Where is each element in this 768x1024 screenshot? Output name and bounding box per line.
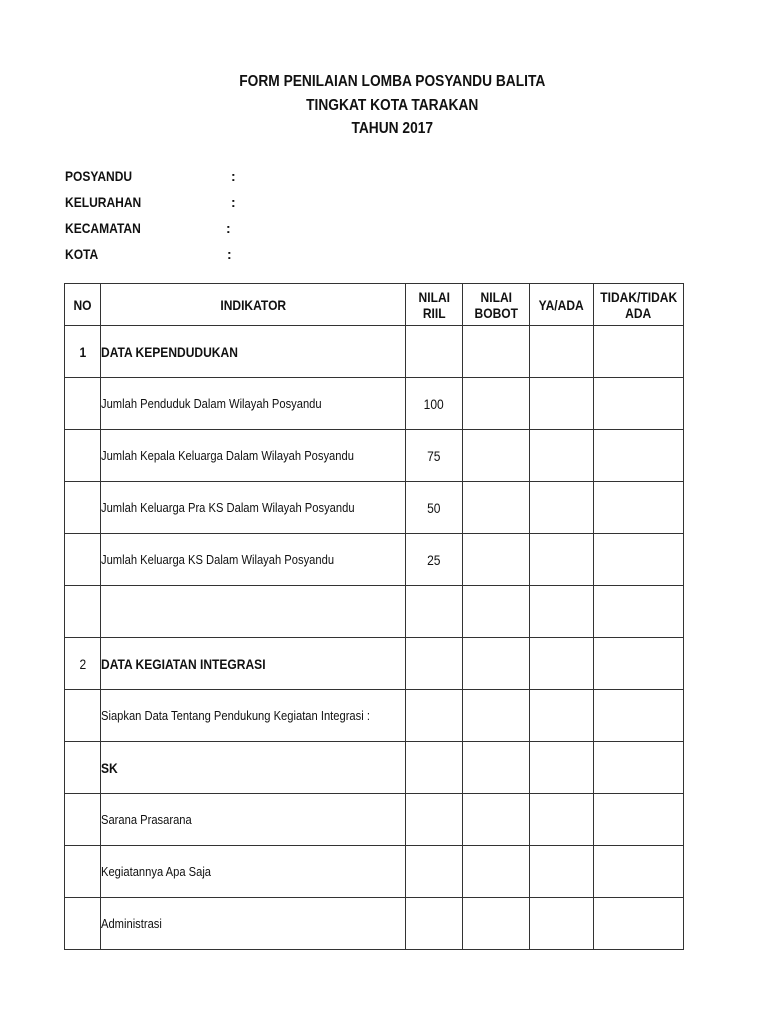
row-nilai-bobot xyxy=(463,742,530,794)
row-ya-ada xyxy=(530,378,594,430)
row-nilai-riil xyxy=(406,586,463,638)
row-indikator: SK xyxy=(101,742,406,794)
field-colon: : xyxy=(231,194,236,210)
row-tidak-ada xyxy=(594,326,684,378)
field-label-kota: KOTA xyxy=(65,246,99,262)
row-nilai-riil xyxy=(406,638,463,690)
row-tidak-ada xyxy=(594,638,684,690)
table-row xyxy=(65,326,684,378)
table-row xyxy=(65,690,684,742)
row-indikator: Siapkan Data Tentang Pendukung Kegiatan Integrasi : xyxy=(101,690,406,742)
table-row xyxy=(65,846,684,898)
table-row xyxy=(65,898,684,950)
row-no: 2 xyxy=(65,638,101,690)
row-nilai-bobot xyxy=(463,326,530,378)
row-nilai-bobot xyxy=(463,482,530,534)
header-nilai-riil: NILAI RIIL xyxy=(406,284,463,326)
row-tidak-ada xyxy=(594,846,684,898)
row-nilai-bobot xyxy=(463,586,530,638)
row-nilai-bobot xyxy=(463,898,530,950)
row-nilai-bobot xyxy=(463,430,530,482)
row-ya-ada xyxy=(530,742,594,794)
row-no xyxy=(65,898,101,950)
row-ya-ada xyxy=(530,534,594,586)
row-nilai-bobot xyxy=(463,378,530,430)
field-kecamatan xyxy=(65,218,231,244)
row-ya-ada xyxy=(530,898,594,950)
row-nilai-bobot xyxy=(463,534,530,586)
header-indikator: INDIKATOR xyxy=(101,284,406,326)
field-colon: : xyxy=(231,168,236,184)
row-tidak-ada xyxy=(594,690,684,742)
row-ya-ada xyxy=(530,482,594,534)
title-line-2: TINGKAT KOTA TARAKAN xyxy=(306,96,479,114)
row-tidak-ada xyxy=(594,534,684,586)
row-tidak-ada xyxy=(594,742,684,794)
title-line-3: TAHUN 2017 xyxy=(351,120,434,137)
row-nilai-riil: 50 xyxy=(406,482,463,534)
row-no xyxy=(65,378,101,430)
header-no: NO xyxy=(65,284,101,326)
row-ya-ada xyxy=(530,638,594,690)
row-no xyxy=(65,742,101,794)
title-line-1: FORM PENILAIAN LOMBA POSYANDU BALITA xyxy=(239,73,546,90)
form-title xyxy=(0,70,768,141)
row-tidak-ada xyxy=(594,430,684,482)
row-no xyxy=(65,482,101,534)
row-no xyxy=(65,534,101,586)
header-tidak-ada: TIDAK/TIDAK ADA xyxy=(594,284,684,326)
field-kota xyxy=(65,244,232,270)
row-nilai-riil xyxy=(406,846,463,898)
row-ya-ada xyxy=(530,690,594,742)
row-ya-ada xyxy=(530,586,594,638)
row-no xyxy=(65,846,101,898)
field-posyandu xyxy=(65,166,236,192)
row-nilai-riil xyxy=(406,690,463,742)
row-nilai-riil xyxy=(406,742,463,794)
row-indikator: Sarana Prasarana xyxy=(101,794,406,846)
table-row xyxy=(65,794,684,846)
table-row xyxy=(65,742,684,794)
table-row xyxy=(65,638,684,690)
row-no xyxy=(65,586,101,638)
row-nilai-bobot xyxy=(463,638,530,690)
row-tidak-ada xyxy=(594,794,684,846)
field-label-kelurahan: KELURAHAN xyxy=(65,194,142,210)
row-indikator xyxy=(101,586,406,638)
row-ya-ada xyxy=(530,846,594,898)
assessment-table xyxy=(64,283,684,950)
table-row xyxy=(65,534,684,586)
row-nilai-bobot xyxy=(463,690,530,742)
header-nilai-bobot: NILAI BOBOT xyxy=(463,284,530,326)
row-indikator: DATA KEGIATAN INTEGRASI xyxy=(101,638,406,690)
row-nilai-bobot xyxy=(463,794,530,846)
row-tidak-ada xyxy=(594,482,684,534)
table-row xyxy=(65,430,684,482)
row-nilai-riil xyxy=(406,794,463,846)
row-nilai-riil: 75 xyxy=(406,430,463,482)
row-tidak-ada xyxy=(594,378,684,430)
row-nilai-riil: 25 xyxy=(406,534,463,586)
row-indikator: Jumlah Kepala Keluarga Dalam Wilayah Posyandu xyxy=(101,430,406,482)
row-tidak-ada xyxy=(594,898,684,950)
row-no xyxy=(65,430,101,482)
row-indikator: Jumlah Penduduk Dalam Wilayah Posyandu xyxy=(101,378,406,430)
row-ya-ada xyxy=(530,430,594,482)
identity-fields xyxy=(65,166,236,270)
table-row xyxy=(65,586,684,638)
table-header-row xyxy=(65,284,684,326)
row-indikator: Jumlah Keluarga KS Dalam Wilayah Posyandu xyxy=(101,534,406,586)
field-colon: : xyxy=(227,246,232,262)
row-no xyxy=(65,690,101,742)
header-ya-ada: YA/ADA xyxy=(530,284,594,326)
field-colon: : xyxy=(226,220,231,236)
row-indikator: DATA KEPENDUDUKAN xyxy=(101,326,406,378)
table-row xyxy=(65,482,684,534)
row-indikator: Kegiatannya Apa Saja xyxy=(101,846,406,898)
row-nilai-bobot xyxy=(463,846,530,898)
row-ya-ada xyxy=(530,326,594,378)
field-label-kecamatan: KECAMATAN xyxy=(65,220,141,236)
row-indikator: Jumlah Keluarga Pra KS Dalam Wilayah Posyandu xyxy=(101,482,406,534)
row-nilai-riil xyxy=(406,326,463,378)
row-nilai-riil: 100 xyxy=(406,378,463,430)
row-no: 1 xyxy=(65,326,101,378)
row-tidak-ada xyxy=(594,586,684,638)
table-row xyxy=(65,378,684,430)
row-ya-ada xyxy=(530,794,594,846)
row-no xyxy=(65,794,101,846)
row-nilai-riil xyxy=(406,898,463,950)
field-label-posyandu: POSYANDU xyxy=(65,168,133,184)
row-indikator: Administrasi xyxy=(101,898,406,950)
field-kelurahan xyxy=(65,192,236,218)
